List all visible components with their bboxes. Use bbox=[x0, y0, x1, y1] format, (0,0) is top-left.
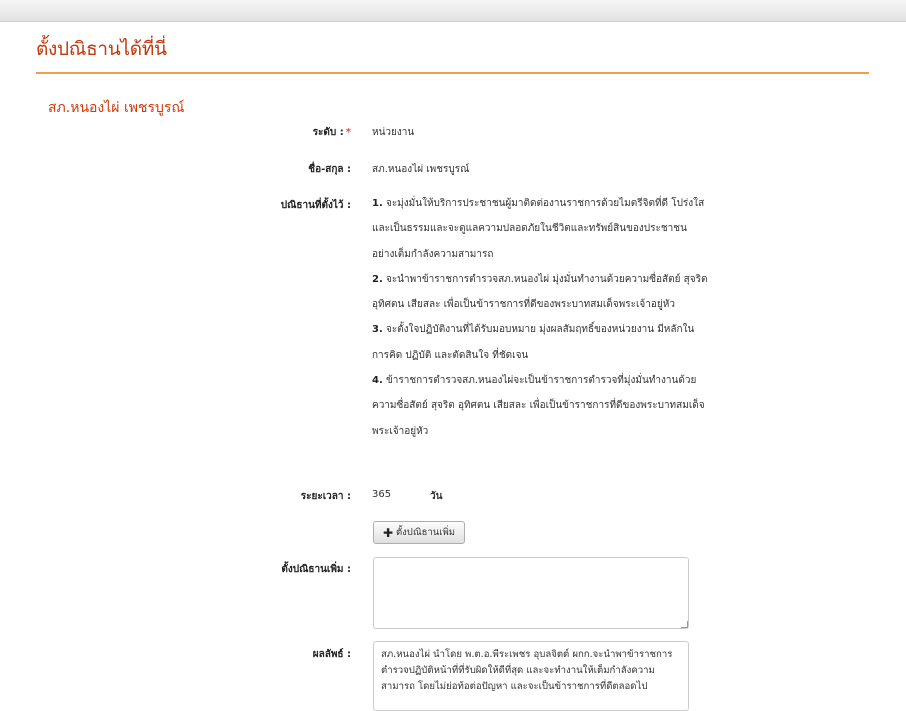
add-pledge-button-label: ตั้งปณิธานเพิ่ม bbox=[396, 527, 456, 538]
add-pledge-button[interactable] bbox=[373, 521, 465, 544]
pledge-item bbox=[372, 191, 708, 267]
page-title: ตั้งปณิธานได้ที่นี่ bbox=[36, 38, 167, 60]
pledge-item bbox=[372, 317, 708, 368]
duration-value: 365 bbox=[372, 489, 392, 500]
duration-unit: วัน bbox=[430, 491, 443, 502]
level-label-text: ระดับ : bbox=[312, 127, 344, 138]
pledge-item bbox=[372, 368, 708, 444]
required-mark: * bbox=[345, 127, 351, 138]
name-label: ชื่อ-สกุล : bbox=[308, 164, 351, 175]
extra-pledge-label: ตั้งปณิธานเพิ่ม : bbox=[281, 564, 351, 575]
result-textarea[interactable]: สภ.หนองไผ่ นำโดย พ.ต.อ.พีระเพชร อุบลจิตต์ ผกก.จะนำพาข้าราชการตำรวจปฏิบัติหน้าที่ที่รับผิดให้ดีที่สุด และจะทำงานให้เต็มกำลังความสามารถ โดยไม่ย่อท้อต่อปัญหา และจะเป็นข้าราชการที่ดีตลอดไป bbox=[373, 641, 689, 711]
pledge-item bbox=[372, 267, 708, 318]
browser-top-bar bbox=[0, 0, 906, 22]
pledge-item-text: จะมุ่งมั่นให้บริการประชาชนผู้มาติดต่องานราชการด้วยไมตรีจิตที่ดี โปร่งใส และเป็นธรรมและจะดูแลความปลอดภัยในชีวิตและทรัพย์สินของประชาชนอย่างเต็มกำลังความสามารถ bbox=[372, 198, 705, 260]
plus-icon: ✚ bbox=[382, 525, 393, 540]
level-label bbox=[313, 125, 351, 140]
pledge-item-text: จะตั้งใจปฏิบัติงานที่ได้รับมอบหมาย มุ่งผลสัมฤทธิ์ของหน่วยงาน มีหลักในการคิด ปฏิบัติ และตัดสินใจ ที่ชัดเจน bbox=[372, 324, 695, 361]
level-value: หน่วยงาน bbox=[372, 127, 415, 138]
name-value: สภ.หนองไผ่ เพชรบูรณ์ bbox=[372, 164, 470, 175]
pledge-label: ปณิธานที่ตั้งไว้ : bbox=[280, 200, 351, 211]
pledge-item-number: 3. bbox=[372, 324, 383, 336]
pledge-item-number: 4. bbox=[372, 375, 383, 387]
title-divider bbox=[36, 72, 869, 74]
pledge-item-text: ข้าราชการตำรวจสภ.หนองไผ่จะเป็นข้าราชการตำรวจที่มุ่งมั่นทำงานด้วยความซื่อสัตย์ สุจริต อุทิศตน เสียสละ เพื่อเป็นข้าราชการที่ดีของพระบาทสมเด็จพระเจ้าอยู่หัว bbox=[372, 375, 705, 437]
resize-handle-icon[interactable] bbox=[681, 621, 688, 628]
extra-pledge-textarea[interactable] bbox=[373, 557, 689, 629]
result-label: ผลลัพธ์ : bbox=[312, 649, 351, 660]
org-heading: สภ.หนองไผ่ เพชรบูรณ์ bbox=[48, 100, 185, 116]
pledge-item-number: 1. bbox=[372, 198, 383, 209]
pledge-item-text: จะนำพาข้าราชการตำรวจสภ.หนองไผ่ มุ่งมั่นทำงานด้วยความซื่อสัตย์ สุจริต อุทิศตน เสียสละ เพื่อเป็นข้าราชการที่ดีของพระบาทสมเด็จพระเจ้าอยู่หัว bbox=[372, 273, 708, 311]
pledge-list bbox=[372, 191, 708, 444]
duration-label: ระยะเวลา : bbox=[300, 491, 351, 502]
pledge-item-number: 2. bbox=[372, 273, 383, 285]
